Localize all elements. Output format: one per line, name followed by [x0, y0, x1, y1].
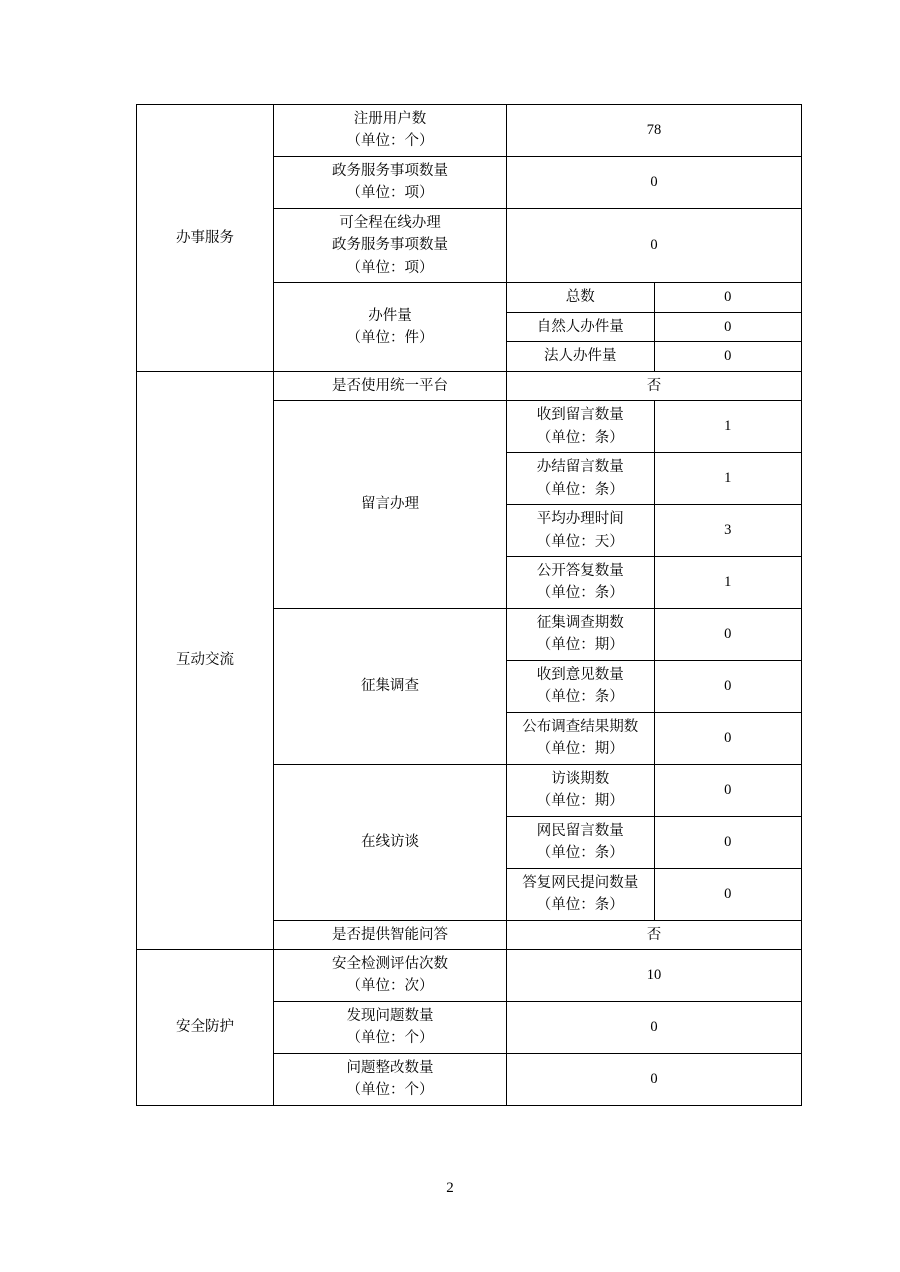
item-label: 政务服务事项数量 — [332, 162, 448, 179]
sub-label-netizen-questions-answered — [507, 868, 655, 920]
item-issues-rectified — [274, 1053, 507, 1105]
item-unit: （单位：个） — [346, 1030, 434, 1047]
sub-label-opinions-received — [507, 660, 655, 712]
sub-label-natural-person-cases: 自然人办件量 — [507, 312, 655, 341]
category-hudong-jiaoliu: 互动交流 — [137, 371, 274, 949]
sub-label-public-replies — [507, 556, 655, 608]
value-total: 0 — [654, 283, 802, 312]
sub-label-average-handling-time — [507, 505, 655, 557]
sub-unit: （单位：条） — [536, 689, 624, 706]
sub-label-survey-sessions — [507, 608, 655, 660]
item-security-assessments — [274, 950, 507, 1002]
item-service-matters-count — [274, 156, 507, 208]
government-website-report-table — [136, 104, 802, 1106]
sub-label: 访谈期数 — [551, 770, 610, 787]
sub-label-legal-person-cases: 法人办件量 — [507, 342, 655, 371]
value-netizen-questions-answered: 0 — [654, 868, 802, 920]
sub-unit: （单位：期） — [536, 741, 624, 758]
item-full-online-service-matters — [274, 208, 507, 282]
item-unit: （单位：个） — [346, 1082, 434, 1099]
value-average-handling-time: 3 — [654, 505, 802, 557]
sub-label: 网民留言数量 — [536, 822, 624, 839]
item-label: 办件量 — [368, 307, 412, 324]
value-survey-sessions: 0 — [654, 608, 802, 660]
value-registered-users: 78 — [507, 105, 802, 157]
sub-label: 答复网民提问数量 — [522, 874, 639, 891]
item-unit: （单位：次） — [346, 978, 434, 995]
value-service-matters-count: 0 — [507, 156, 802, 208]
item-survey-collection: 征集调查 — [274, 608, 507, 764]
item-unit: （单位：项） — [346, 185, 434, 202]
item-label: 发现问题数量 — [346, 1007, 434, 1024]
item-handled-cases — [274, 283, 507, 371]
value-public-replies: 1 — [654, 556, 802, 608]
item-online-interview: 在线访谈 — [274, 764, 507, 920]
sub-unit: （单位：条） — [536, 429, 624, 446]
item-label: 注册用户数 — [353, 111, 427, 127]
item-issues-found — [274, 1001, 507, 1053]
sub-label: 征集调查期数 — [536, 614, 624, 631]
sub-unit: （单位：条） — [536, 481, 624, 498]
value-natural-person-cases: 0 — [654, 312, 802, 341]
value-interview-sessions: 0 — [654, 764, 802, 816]
sub-unit: （单位：期） — [536, 793, 624, 810]
report-table-container — [136, 104, 786, 1106]
sub-unit: （单位：条） — [536, 845, 624, 862]
sub-label: 收到留言数量 — [536, 407, 624, 424]
item-unit: （单位：件） — [346, 329, 434, 346]
value-messages-received: 1 — [654, 401, 802, 453]
sub-label-messages-received — [507, 401, 655, 453]
item-unified-platform: 是否使用统一平台 — [274, 371, 507, 400]
item-label-line2: 政务服务事项数量 — [332, 237, 448, 254]
value-opinions-received: 0 — [654, 660, 802, 712]
item-message-handling: 留言办理 — [274, 401, 507, 609]
value-messages-completed: 1 — [654, 453, 802, 505]
sub-label-total: 总数 — [507, 283, 655, 312]
sub-label: 公布调查结果期数 — [522, 718, 639, 735]
value-issues-found: 0 — [507, 1001, 802, 1053]
category-anquan-fanghu: 安全防护 — [137, 950, 274, 1106]
sub-label-netizen-messages — [507, 816, 655, 868]
sub-label: 公开答复数量 — [536, 562, 624, 579]
sub-label-published-survey-results — [507, 712, 655, 764]
value-netizen-messages: 0 — [654, 816, 802, 868]
value-security-assessments: 10 — [507, 950, 802, 1002]
value-unified-platform: 否 — [507, 371, 802, 400]
category-banshi-fuwu: 办事服务 — [137, 105, 274, 372]
item-registered-users — [274, 105, 507, 157]
table-row — [137, 371, 802, 400]
sub-unit: （单位：天） — [536, 533, 624, 550]
table-row — [137, 950, 802, 1002]
sub-label: 平均办理时间 — [536, 511, 624, 528]
value-legal-person-cases: 0 — [654, 342, 802, 371]
sub-unit: （单位：期） — [536, 637, 624, 654]
value-published-survey-results: 0 — [654, 712, 802, 764]
value-full-online-service-matters: 0 — [507, 208, 802, 282]
sub-unit: （单位：条） — [536, 585, 624, 602]
sub-unit: （单位：条） — [536, 897, 624, 914]
item-unit: （单位：项） — [346, 259, 434, 276]
value-issues-rectified: 0 — [507, 1053, 802, 1105]
page-number: 2 — [446, 1180, 454, 1196]
sub-label-interview-sessions — [507, 764, 655, 816]
value-intelligent-qa: 否 — [507, 920, 802, 949]
item-label-line1: 可全程在线办理 — [339, 214, 441, 231]
item-intelligent-qa: 是否提供智能问答 — [274, 920, 507, 949]
sub-label: 办结留言数量 — [536, 459, 624, 476]
item-label: 问题整改数量 — [346, 1059, 434, 1076]
sub-label-messages-completed — [507, 453, 655, 505]
item-unit: （单位：个） — [346, 133, 434, 150]
item-label: 安全检测评估次数 — [332, 956, 448, 972]
table-row — [137, 105, 802, 157]
sub-label: 收到意见数量 — [536, 666, 624, 683]
